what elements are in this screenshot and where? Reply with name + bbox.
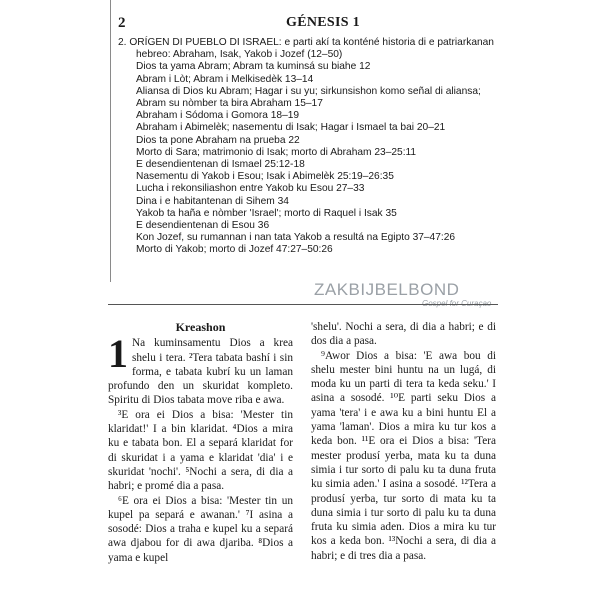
outline-line: Lucha i rekonsiliashon entre Yakob ku Esou 27–33 <box>136 183 365 195</box>
verse-paragraph <box>108 331 293 407</box>
outline-line: Abram su nòmber ta bira Abraham 15–17 <box>136 98 323 110</box>
outline-line: Morto di Yakob; morto di Jozef 47:27–50:26 <box>136 244 333 256</box>
outline-line: Abraham i Abimelèk; nasementu di Isak; Hagar i Ismael ta bai 20–21 <box>136 122 446 134</box>
outline-line: Abram i Lòt; Abram i Melkisedèk 13–14 <box>136 73 314 85</box>
outline-line: Nasementu di Yakob i Esou; Isak i Abimelèk 25:19–26:35 <box>136 171 394 183</box>
outline-line: Aliansa di Dios ku Abram; Hagar i su yu; sirkunsishon komo señal di aliansa; <box>136 85 481 97</box>
outline-line: Morto di Sara; matrimonio di Isak; morto di Abraham 23–25:11 <box>136 146 417 158</box>
watermark-text: ZAKBIJBELBOND <box>314 280 460 299</box>
outline-line: Yakob ta haña e nòmber 'Israel'; morto di Raquel i Isak 35 <box>136 207 397 219</box>
outline-line: E desendientenan di Ismael 25:12-18 <box>136 159 305 171</box>
watermark <box>314 280 459 300</box>
outline-line: Dios ta pone Abraham na prueba 22 <box>136 134 300 146</box>
verse-paragraph: ³E ora ei Dios a bisa: 'Mester tin klaridat!' I a bin klaridat. ⁴Dios a mira ku e tabata bon. El a separá klaridat for di skuridat i a yama e klaridat 'dia' i e skuridat 'nochi'. ⁵Nochi a sera, di dia a habri; e promé dia a pasa. <box>108 408 293 493</box>
verse-paragraph: 'shelu'. Nochi a sera, di dia a habri; e di dos dia a pasa. <box>311 321 496 348</box>
outline-line: E desendientenan di Esou 36 <box>136 220 270 232</box>
verse-text: Na kuminsamentu Dios a krea shelu i tera. ²Tera tabata bashí i sin forma, e tabata kubrí ku un laman profundo den un skuridat kompleto. Spiritu di Dios tabata move riba e awa. <box>108 337 293 407</box>
verse-paragraph: ⁹Awor Dios a bisa: 'E awa bou di shelu mester bini huntu na un lugá, di moda ku un parti di tera ta keda seku.' I asina a sosodé. ¹⁰E parti seku Dios a yama 'tera' i e awa ku a bini huntu El a yama 'laman'. Dios a mira ku tur kos a keda bon. ¹¹E ora ei Dios a bisa: 'Tera mester produsí yerba, mata ku ta duna simia i tur sorto di palu ku ta duna fruta ku simia aden.' I asina a sosodé. ¹²Tera a produsí yerba, tur sorto di mata ku ta duna simia i tur sorto di palu ku ta duna fruta ku simia aden. Dios a mira ku tur kos a keda bon. ¹³Nochi a sera, di dia a habri; e di tres dia a pasa. <box>311 349 496 562</box>
outline-line: Kon Jozef, su rumannan i nan tata Yakob a resultá na Egipto 37–47:26 <box>136 232 456 244</box>
vertical-rule <box>110 0 111 282</box>
outline-line: Dina i e habitantenan di Sihem 34 <box>136 195 289 207</box>
separator-line <box>108 304 498 305</box>
outline-line: Dios ta yama Abram; Abram ta kuminsá su biahe 12 <box>136 61 371 73</box>
text-column-left <box>108 320 293 565</box>
outline-line: Abraham i Sódoma i Gomora 18–19 <box>136 110 300 122</box>
text-column-right <box>311 320 496 563</box>
section-heading: Kreashon <box>175 320 226 334</box>
chapter-number: 1 <box>108 331 128 377</box>
verse-paragraph: ⁶E ora ei Dios a bisa: 'Mester tin un kupel pa separá e awanan.' ⁷I asina a sosodé: Dios a traha e kupel ku a separá awa djabou for di awa djariba. ⁸Dios a yama e kupel <box>108 494 293 564</box>
page-number: 2 <box>118 15 126 31</box>
book-outline <box>118 37 498 257</box>
outline-line: 2. ORÍGEN DI PUEBLO DI ISRAEL: e parti akí ta konténé historia di e patriarkanan <box>118 37 494 48</box>
outline-line: hebreo: Abraham, Isak, Yakob i Jozef (12–50) <box>136 49 343 61</box>
book-title: GÉNESIS 1 <box>286 15 360 30</box>
